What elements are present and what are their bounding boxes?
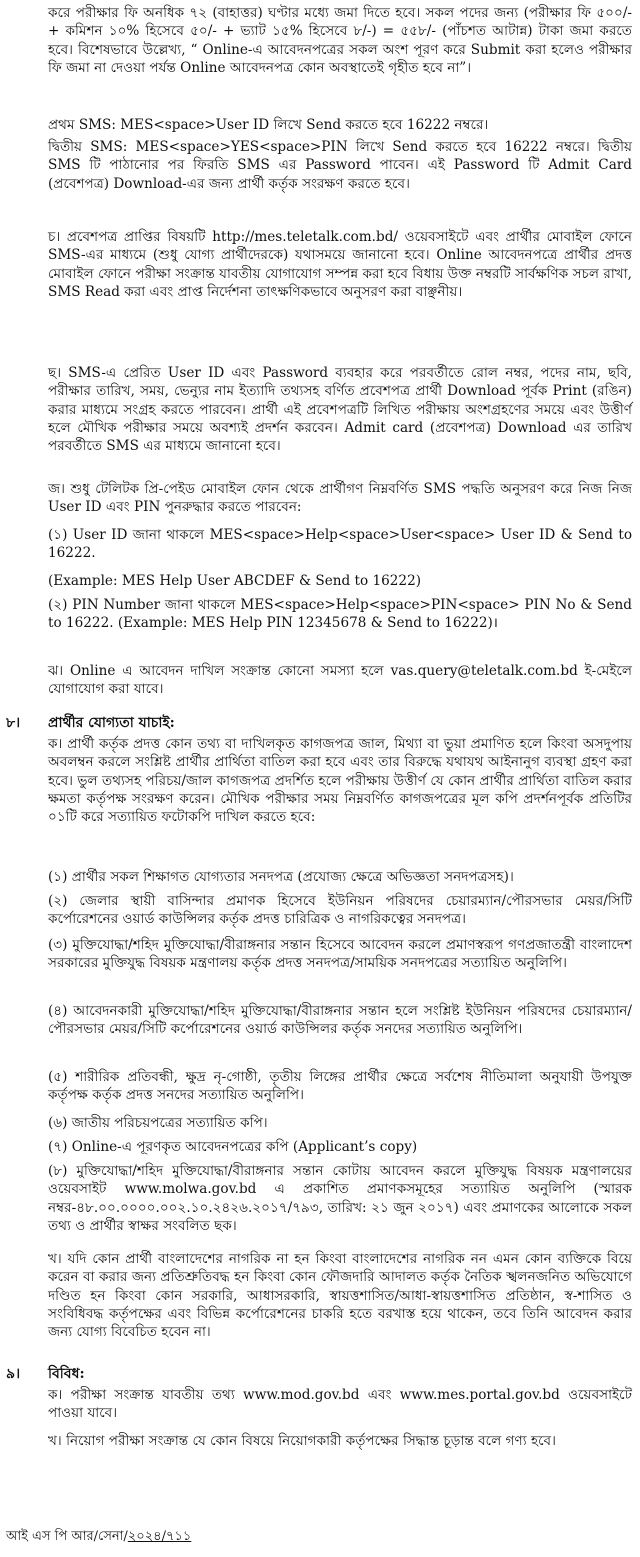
- doc-item-6: (৬) জাতীয় পরিচয়পত্রের সত্যায়িত কপি।: [48, 1115, 268, 1131]
- reference-number: [6, 1527, 191, 1548]
- para-jha: ঝ। Online এ আবেদন দাখিল সংক্রান্ত কোনো সমস্যা হলে vas.query@teletalk.com.bd ই-মেইলে যোগাযোগ করা যাবে।: [48, 663, 632, 698]
- section-9-ka: ক। পরীক্ষা সংক্রান্ত যাবতীয় তথ্য www.mod.gov.bd এবং www.mes.portal.gov.bd ওয়েবসাইটে পাওয়া যাবে।: [48, 1387, 632, 1422]
- para-ja: জ। শুধু টেলিটক প্রি-পেইড মোবাইল ফোন থেকে প্রার্থীগণ নিম্নবর্ণিত SMS পদ্ধতি অনুসরণ করে নিজ নিজ User ID এবং PIN পুনরুদ্ধার করতে পারবেন:: [48, 481, 632, 516]
- recover-user-id: (১) User ID জানা থাকলে MES<space>Help<space>User<space> User ID & Send to 16222.: [48, 527, 632, 562]
- doc-item-7: (৭) Online-এ পূরণকৃত আবেদনপত্রের কপি (Applicant’s copy): [48, 1139, 418, 1155]
- doc-item-1: (১) প্রার্থীর সকল শিক্ষাগত যোগ্যতার সনদপত্র (প্রযোজ্য ক্ষেত্রে অভিজ্ঞতা সনদপত্রসহ)।: [48, 869, 514, 885]
- recover-user-id-example: (Example: MES Help User ABCDEF & Send to 16222): [48, 573, 422, 589]
- section-8-kha: খ। যদি কোন প্রার্থী বাংলাদেশের নাগরিক না হন কিংবা বাংলাদেশের নাগরিক নন এমন কোন ব্যক্তিকে বিয়ে করেন বা করার জন্য প্রতিশ্রুতিবদ্ধ হন কিংবা কোন ফৌজদারি আদালত কর্তৃক নৈতিক স্খলনজনিত অভিযোগে দণ্ডিত হন কিংবা কোন সরকারি, আধাসরকারি, স্বায়ত্তশাসিত/আধা-স্বায়ত্তশাসিত প্রতিষ্ঠান, স্ব-শাসিত ও সংবিধিবদ্ধ কর্তৃপক্ষের এবং বিভিন্ন কর্পোরেশনের চাকরি হতে বরখাস্ত হয়ে থাকেন, তবে তিনি আবেদন করার জন্য যোগ্য বিবেচিত হবেন না।: [48, 1251, 632, 1341]
- doc-item-2: (২) জেলার স্থায়ী বাসিন্দার প্রমাণক হিসেবে ইউনিয়ন পরিষদের চেয়ারম্যান/পৌরসভার মেয়র/সিটি কর্পোরেশনের ওয়ার্ড কাউন্সিলর কর্তৃক প্রদত্ত চারিত্রিক ও নাগরিকত্বের সনদপত্র।: [48, 893, 632, 928]
- fee-paragraph: করে পরীক্ষার ফি অনধিক ৭২ (বাহাত্তর) ঘণ্টার মধ্যে জমা দিতে হবে। সকল পদের জন্য (পরীক্ষার ফি ৫০০/- + কমিশন ১০% হিসেবে ৫০/- + ভ্যাট ১৫% হিসেবে ৮/-) = ৫৫৮/- (পাঁচশত আটান্ন) টাকা জমা করতে হবে। বিশেষভাবে উল্লেখ্য, “ Online-এ আবেদনপত্রের সকল অংশ পূরণ করে Submit করা হলেও পরীক্ষার ফি জমা না দেওয়া পর্যন্ত Online আবেদনপত্র কোন অবস্থাতেই গৃহীত হবে না”।: [48, 5, 632, 76]
- doc-item-8: (৮) মুক্তিযোদ্ধা/শহিদ মুক্তিযোদ্ধা/বীরাঙ্গনার সন্তান কোটায় আবেদন করলে মুক্তিযুদ্ধ বিষয়ক মন্ত্রণালয়ের ওয়েবসাইট www.molwa.gov.bd এ প্রকাশিত প্রমাণকসমূহের সত্যায়িত অনুলিপি (স্মারক নম্বর-৪৮.০০.০০০০.০০২.১০.২৪২৬.২০১৭/৭৯৩, তারিখ: ২১ জুন ২০১৭) এবং প্রমাণকের আলোকে সকল তথ্য ও প্রার্থীর স্বাক্ষর সংবলিত ছক।: [48, 1163, 632, 1234]
- section-8-number: ৮।: [6, 715, 21, 731]
- reference-prefix: আই এস পি আর/সেনা/: [6, 1529, 128, 1544]
- section-8-ka: ক। প্রার্থী কর্তৃক প্রদত্ত কোন তথ্য বা দাখিলকৃত কাগজপত্র জাল, মিথ্যা বা ভুয়া প্রমাণিত হলে কিংবা অসদুপায় অবলম্বন করলে সংশ্লিষ্ট প্রার্থীর প্রার্থিতা বাতিল করা হবে এবং তার বিরুদ্ধে যথাযথ আইনানুগ ব্যবস্থা গ্রহণ করা হবে। ভুল তথ্যসহ পরিচয়/জাল কাগজপত্র প্রদর্শিত হলে পরীক্ষায় উত্তীর্ণ যে কোন প্রার্থীর প্রার্থিতা বাতিল করার ক্ষমতা কর্তৃপক্ষ সংরক্ষণ করেন। মৌখিক পরীক্ষার সময় নিম্নবর্ণিত কাগজপত্রের মূল কপি প্রদর্শনপূর্বক প্রতিটির ০১টি করে সত্যায়িত ফটোকপি দাখিল করতে হবে:: [48, 736, 632, 826]
- section-9-heading: বিবিধ:: [48, 1366, 85, 1382]
- section-9-kha: খ। নিয়োগ পরীক্ষা সংক্রান্ত যে কোন বিষয়ে নিয়োগকারী কর্তৃপক্ষের সিদ্ধান্ত চূড়ান্ত বলে গণ্য হবে।: [48, 1433, 556, 1449]
- section-8-heading: প্রার্থীর যোগ্যতা যাচাই:: [48, 715, 175, 731]
- reference-code: ২০২৪/৭১১: [127, 1529, 192, 1544]
- section-9-number: ৯।: [6, 1366, 21, 1382]
- sms-first: প্রথম SMS: MES<space>User ID লিখে Send করতে হবে 16222 নম্বরে।: [48, 117, 489, 133]
- sms-second: দ্বিতীয় SMS: MES<space>YES<space>PIN লিখে Send করতে হবে 16222 নম্বরে। দ্বিতীয় SMS টি পাঠানোর পর ফিরতি SMS এর Password পাবেন। এই Password টি Admit Card (প্রবেশপত্র) Download-এর জন্য প্রার্থী কর্তৃক সংরক্ষণ করতে হবে।: [48, 139, 632, 192]
- doc-item-3: (৩) মুক্তিযোদ্ধা/শহিদ মুক্তিযোদ্ধা/বীরাঙ্গনার সন্তান হিসেবে আবেদন করলে প্রমাণস্বরূপ গণপ্রজাতন্ত্রী বাংলাদেশ সরকারের মুক্তিযুদ্ধ বিষয়ক মন্ত্রণালয় কর্তৃক প্রদত্ত সনদপত্র/সাময়িক সনদপত্রের সত্যায়িত অনুলিপি।: [48, 937, 632, 972]
- para-chha: ছ। SMS-এ প্রেরিত User ID এবং Password ব্যবহার করে পরবর্তীতে রোল নম্বর, পদের নাম, ছবি, পরীক্ষার তারিখ, সময়, ভেন্যুর নাম ইত্যাদি তথ্যসহ বর্ণিত প্রবেশপত্র প্রার্থী Download পূর্বক Print (রঙিন) করার মাধ্যমে সংগ্রহ করতে পারবেন। প্রার্থী এই প্রবেশপত্রটি লিখিত পরীক্ষায় অংশগ্রহণের সময়ে এবং উত্তীর্ণ হলে মৌখিক পরীক্ষার সময়ে অবশ্যই প্রদর্শন করবেন। Admit card (প্রবেশপত্র) Download এর তারিখ পরবর্তীতে SMS এর মাধ্যমে জানানো হবে।: [48, 365, 632, 455]
- doc-item-5: (৫) শারীরিক প্রতিবন্ধী, ক্ষুদ্র নৃ-গোষ্ঠী, তৃতীয় লিঙ্গের প্রার্থীর ক্ষেত্রে সর্বশেষ নীতিমালা অনুযায়ী উপযুক্ত কর্তৃপক্ষ কর্তৃক প্রদত্ত সনদের সত্যায়িত অনুলিপি।: [48, 1069, 632, 1104]
- recover-pin: (২) PIN Number জানা থাকলে MES<space>Help<space>PIN<space> PIN No & Send to 16222. (Example: MES Help PIN 12345678 & Send to 16222)।: [48, 597, 632, 632]
- para-cha: চ। প্রবেশপত্র প্রাপ্তির বিষয়টি http://mes.teletalk.com.bd/ ওয়েবসাইটে এবং প্রার্থীর মোবাইল ফোনে SMS-এর মাধ্যমে (শুধু যোগ্য প্রার্থীদেরকে) যথাসময়ে জানানো হবে। Online আবেদনপত্রে প্রার্থীর প্রদত্ত মোবাইল ফোনে পরীক্ষা সংক্রান্ত যাবতীয় যোগাযোগ সম্পন্ন করা হবে বিধায় উক্ত নম্বরটি সার্বক্ষণিক সচল রাখা, SMS Read করা এবং প্রাপ্ত নির্দেশনা তাৎক্ষণিকভাবে অনুসরণ করা বাঞ্ছনীয়।: [48, 229, 632, 300]
- doc-item-4: (৪) আবেদনকারী মুক্তিযোদ্ধা/শহিদ মুক্তিযোদ্ধা/বীরাঙ্গনার সন্তান হলে সংশ্লিষ্ট ইউনিয়ন পরিষদের চেয়ারম্যান/ পৌরসভার মেয়র/সিটি কর্পোরেশনের ওয়ার্ড কাউন্সিলর কর্তৃক সনদের সত্যায়িত অনুলিপি।: [48, 1003, 632, 1038]
